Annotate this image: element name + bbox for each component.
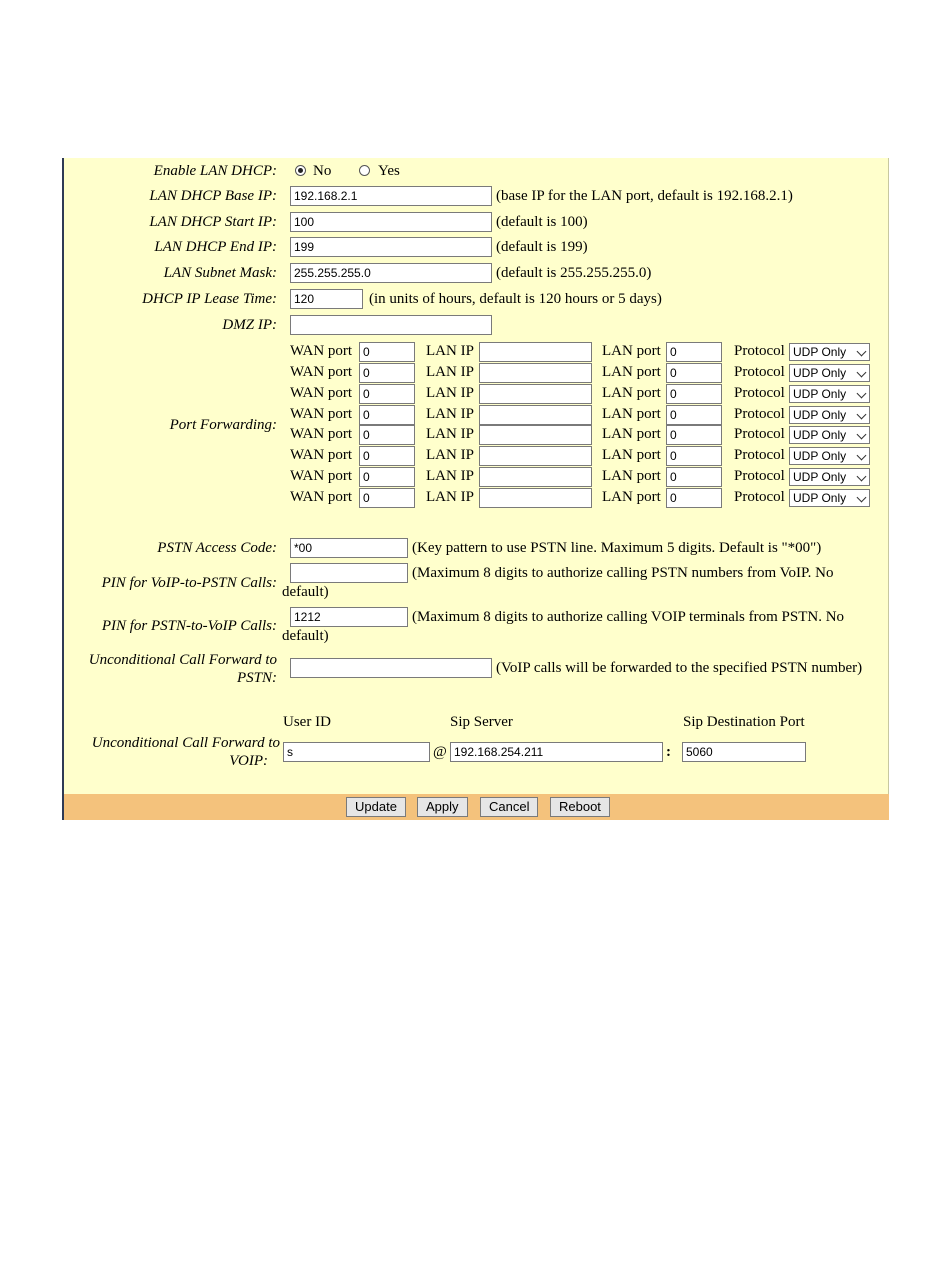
dhcp-no-label: No [313,163,332,179]
lan-port-input[interactable] [666,405,722,425]
protocol-label: Protocol [734,405,785,422]
chevron-down-icon [857,347,867,357]
lan-port-input[interactable] [666,425,722,445]
protocol-select[interactable] [789,426,870,444]
fwd-voip-label-line1: Unconditional Call Forward to [91,735,280,751]
lease-time-note: (in units of hours, default is 120 hours or 5 days) [369,291,662,307]
end-ip-input[interactable] [290,237,492,257]
chevron-down-icon [857,430,867,440]
pstn-to-voip-pin-note-cont: default) [282,628,329,644]
lan-ip-label: LAN IP [426,384,474,401]
lan-ip-input[interactable] [479,384,592,404]
protocol-select-value: UDP Only [793,449,847,464]
cancel-button[interactable]: Cancel [480,797,538,817]
voip-to-pstn-pin-note-cont: default) [282,584,329,600]
start-ip-note: (default is 100) [496,214,588,230]
voip-to-pstn-pin-note: (Maximum 8 digits to authorize calling PSTN numbers from VoIP. No [412,565,834,581]
chevron-down-icon [857,409,867,419]
port-forwarding-label: Port Forwarding: [169,417,277,433]
lan-ip-input[interactable] [479,425,592,445]
protocol-select-value: UDP Only [793,490,847,505]
lan-port-label: LAN port [602,468,661,485]
protocol-select[interactable] [789,406,870,424]
lease-time-input[interactable] [290,289,363,309]
pstn-to-voip-pin-input[interactable] [290,607,408,627]
lan-port-input[interactable] [666,342,722,362]
protocol-select-value: UDP Only [793,470,847,485]
lan-ip-input[interactable] [479,405,592,425]
subnet-mask-input[interactable] [290,263,492,283]
protocol-select[interactable] [789,364,870,382]
lan-ip-label: LAN IP [426,363,474,380]
lan-port-label: LAN port [602,488,661,505]
protocol-select[interactable] [789,343,870,361]
sip-server-input[interactable] [450,742,663,762]
base-ip-note: (base IP for the LAN port, default is 192.168.2.1) [496,188,793,204]
wan-port-input[interactable] [359,342,415,362]
end-ip-note: (default is 199) [496,239,588,255]
lan-ip-input[interactable] [479,467,592,487]
protocol-label: Protocol [734,468,785,485]
reboot-button[interactable]: Reboot [550,797,610,817]
dhcp-yes-radio[interactable] [359,165,370,176]
sip-port-header: Sip Destination Port [683,714,805,730]
wan-port-label: WAN port [290,426,353,443]
lan-ip-label: LAN IP [426,447,474,464]
lan-ip-input[interactable] [479,363,592,383]
lan-port-input[interactable] [666,363,722,383]
protocol-label: Protocol [734,384,785,401]
protocol-select[interactable] [789,385,870,403]
lan-ip-label: LAN IP [426,426,474,443]
wan-port-label: WAN port [290,447,353,464]
protocol-select-value: UDP Only [793,407,847,422]
lan-port-label: LAN port [602,384,661,401]
wan-port-label: WAN port [290,488,353,505]
fwd-pstn-input[interactable] [290,658,492,678]
fwd-pstn-label-line2: PSTN: [236,670,277,686]
wan-port-input[interactable] [359,488,415,508]
update-button[interactable]: Update [346,797,406,817]
pstn-access-code-note: (Key pattern to use PSTN line. Maximum 5 digits. Default is "*00") [412,540,822,556]
chevron-down-icon [857,367,867,377]
start-ip-label: LAN DHCP Start IP: [149,214,277,230]
wan-port-input[interactable] [359,363,415,383]
fwd-pstn-label-line1: Unconditional Call Forward to [88,652,277,668]
lan-port-input[interactable] [666,488,722,508]
subnet-mask-note: (default is 255.255.255.0) [496,265,652,281]
wan-port-label: WAN port [290,384,353,401]
sip-port-input[interactable] [682,742,806,762]
protocol-select[interactable] [789,489,870,507]
lan-port-label: LAN port [602,363,661,380]
dmz-ip-input[interactable] [290,315,492,335]
wan-port-input[interactable] [359,384,415,404]
lan-port-label: LAN port [602,447,661,464]
wan-port-label: WAN port [290,468,353,485]
lan-ip-label: LAN IP [426,468,474,485]
voip-to-pstn-pin-input[interactable] [290,563,408,583]
lan-port-input[interactable] [666,446,722,466]
lan-ip-input[interactable] [479,488,592,508]
wan-port-input[interactable] [359,467,415,487]
chevron-down-icon [857,472,867,482]
end-ip-label: LAN DHCP End IP: [154,239,277,255]
protocol-label: Protocol [734,447,785,464]
lan-port-label: LAN port [602,343,661,359]
wan-port-label: WAN port [290,343,353,359]
user-id-input[interactable] [283,742,430,762]
lan-port-label: LAN port [602,405,661,422]
wan-port-input[interactable] [359,425,415,445]
protocol-select[interactable] [789,447,870,465]
lan-port-input[interactable] [666,467,722,487]
voip-to-pstn-pin-label: PIN for VoIP-to-PSTN Calls: [101,575,277,591]
fwd-pstn-note: (VoIP calls will be forwarded to the specified PSTN number) [496,660,863,676]
fwd-voip-label-line2: VOIP: [229,753,268,769]
protocol-label: Protocol [734,488,785,505]
dmz-ip-label: DMZ IP: [222,317,277,333]
lan-ip-label: LAN IP [426,488,474,505]
protocol-select[interactable] [789,468,870,486]
dhcp-yes-label: Yes [378,163,400,179]
wan-port-label: WAN port [290,405,353,422]
wan-port-input[interactable] [359,446,415,466]
base-ip-label: LAN DHCP Base IP: [149,188,277,204]
at-sign: @ [433,744,447,760]
lan-ip-label: LAN IP [426,405,474,422]
dhcp-no-radio[interactable] [295,165,306,176]
base-ip-input[interactable] [290,186,492,206]
lan-ip-label: LAN IP [426,343,474,359]
user-id-header: User ID [283,714,331,730]
protocol-label: Protocol [734,343,785,359]
colon-separator: : [666,744,671,760]
pstn-access-code-input[interactable] [290,538,408,558]
lan-port-label: LAN port [602,426,661,443]
lan-ip-input[interactable] [479,446,592,466]
subnet-mask-label: LAN Subnet Mask: [163,265,277,281]
pstn-to-voip-pin-note: (Maximum 8 digits to authorize calling VOIP terminals from PSTN. No [412,609,845,625]
lan-ip-input[interactable] [479,342,592,362]
chevron-down-icon [857,388,867,398]
lan-port-input[interactable] [666,384,722,404]
sip-server-header: Sip Server [450,714,513,730]
apply-button[interactable]: Apply [417,797,468,817]
protocol-label: Protocol [734,426,785,443]
protocol-select-value: UDP Only [793,386,847,401]
protocol-select-value: UDP Only [793,365,847,380]
protocol-label: Protocol [734,363,785,380]
protocol-select-value: UDP Only [793,428,847,443]
button-bar [62,794,889,820]
pstn-to-voip-pin-label: PIN for PSTN-to-VoIP Calls: [101,618,277,634]
chevron-down-icon [857,492,867,502]
wan-port-label: WAN port [290,363,353,380]
lease-time-label: DHCP IP Lease Time: [142,291,277,307]
pstn-access-code-label: PSTN Access Code: [157,540,277,556]
wan-port-input[interactable] [359,405,415,425]
protocol-select-value: UDP Only [793,345,847,359]
start-ip-input[interactable] [290,212,492,232]
enable-lan-dhcp-label: Enable LAN DHCP: [153,163,277,179]
chevron-down-icon [857,451,867,461]
